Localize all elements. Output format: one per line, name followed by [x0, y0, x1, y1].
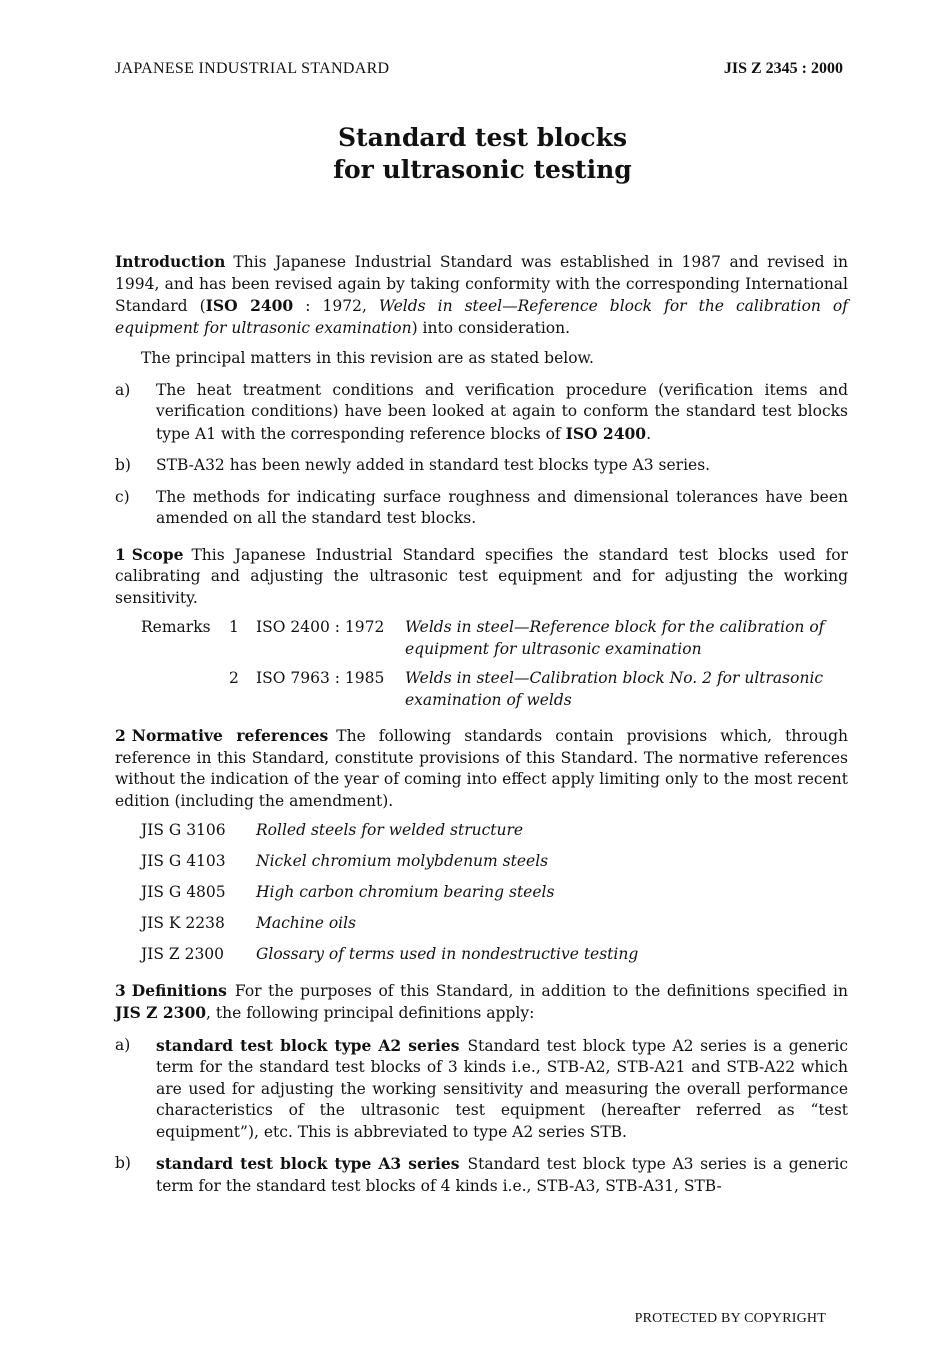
reference-code: JIS G 3106 [141, 821, 226, 839]
remark-code: ISO 2400 : 1972 [256, 618, 385, 636]
definitions-bold-ref: JIS Z 2300 [115, 1003, 207, 1022]
revision-item-label: a) [115, 380, 131, 399]
revision-item-label: c) [115, 487, 130, 506]
reference-code: JIS G 4805 [141, 883, 226, 901]
definition-item [115, 1035, 848, 1144]
definition-term: standard test block type A2 series [156, 1035, 460, 1055]
revision-item-tail: . [646, 424, 651, 443]
reference-code: JIS Z 2300 [141, 945, 225, 963]
introduction-text-b: : 1972, [293, 297, 379, 315]
introduction-paragraph [115, 251, 848, 339]
running-header-standard-number: JIS Z 2345 : 2000 [723, 60, 843, 77]
definitions-heading: Definitions [131, 980, 227, 1000]
reference-row [115, 882, 848, 904]
remarks-label: Remarks [141, 618, 211, 636]
reference-title: Rolled steels for welded structure [256, 821, 524, 839]
remark-title: Welds in steel—Reference block for the calibration of equipment for ultrasonic examination [405, 618, 825, 658]
copyright-footer: PROTECTED BY COPYRIGHT [634, 1311, 826, 1326]
title-line-2: for ultrasonic testing [333, 155, 632, 184]
definition-text: Standard test block type A3 series is a generic term for the standard test blocks of 4 kinds i.e., STB-A3, STB-A31, STB- [156, 1155, 848, 1195]
reference-code: JIS K 2238 [141, 914, 225, 932]
revision-item [115, 380, 848, 446]
normative-references-paragraph [115, 725, 848, 812]
normative-text: The following standards contain provisions which, through reference in this Standard, constitute provisions of this Standard. The normative references without the indication of the year of coming into effect apply limiting only to the most recent edition (including the amendment). [115, 727, 848, 810]
remark-row [115, 668, 848, 711]
definition-item [115, 1153, 848, 1197]
definition-term: standard test block type A3 series [156, 1154, 460, 1173]
remarks-block [115, 617, 848, 711]
reference-row [115, 913, 848, 935]
revision-item [115, 455, 848, 477]
definition-item-label: b) [115, 1154, 131, 1172]
reference-row [115, 851, 848, 873]
definitions-text-b: , the following principal definitions apply: [206, 1004, 535, 1022]
document-body [115, 251, 848, 1197]
revision-item-text: The heat treatment conditions and verification procedure (verification items and verification conditions) have been looked at again to conform the standard test blocks type A1 with the corresponding reference blocks of [156, 380, 848, 443]
introduction-text-a: This Japanese Industrial Standard was established in 1987 and revised in 1994, and has been revised again by taking conformity with the corresponding International Standard ( [115, 253, 848, 315]
scope-text: This Japanese Industrial Standard specifies the standard test blocks used for calibrating and adjusting the ultrasonic test equipment and for adjusting the working sensitivity. [115, 545, 848, 607]
revision-item-bold: ISO 2400 [565, 423, 647, 443]
definition-text: Standard test block type A2 series is a generic term for the standard test blocks of 3 kinds i.e., STB-A2, STB-A21 and STB-A22 which are used for adjusting the working sensitivity and measuring the overall performance characteristics of the ultrasonic test equipment (hereafter referred as “test equipment”), etc. This is abbreviated to type A2 series STB. [156, 1036, 848, 1141]
reference-row [115, 944, 848, 966]
definitions-paragraph [115, 980, 848, 1025]
reference-title: Nickel chromium molybdenum steels [256, 852, 549, 870]
remark-number: 2 [229, 669, 239, 687]
reference-row [115, 820, 848, 842]
title-line-1: Standard test blocks [337, 123, 628, 152]
definition-item-label: a) [115, 1035, 131, 1054]
remark-code: ISO 7963 : 1985 [256, 669, 385, 687]
document-title [0, 122, 950, 186]
reference-code: JIS G 4103 [141, 852, 226, 870]
revision-item-label: b) [115, 456, 131, 474]
scope-number: 1 [115, 544, 126, 564]
revision-item-text: STB-A32 has been newly added in standard test blocks type A3 series. [156, 456, 711, 474]
remark-row [115, 617, 848, 660]
running-header-left: JAPANESE INDUSTRIAL STANDARD [115, 60, 390, 77]
remark-title: Welds in steel—Calibration block No. 2 for ultrasonic examination of welds [405, 669, 824, 709]
reference-title: Machine oils [256, 914, 357, 932]
reference-list [115, 820, 848, 966]
introduction-iso-code: ISO 2400 [205, 296, 294, 315]
introduction-heading: Introduction [115, 252, 226, 271]
principal-matters-text: The principal matters in this revision are as stated below. [141, 349, 594, 367]
reference-title: High carbon chromium bearing steels [256, 883, 555, 901]
definitions-text-a: For the purposes of this Standard, in addition to the definitions specified in [234, 981, 848, 1000]
scope-heading: Scope [131, 544, 184, 564]
reference-title: Glossary of terms used in nondestructive testing [256, 945, 639, 963]
introduction-iso-title: Welds in steel—Reference block for the calibration of equipment for ultrasonic examination [115, 297, 849, 337]
remark-number: 1 [229, 618, 239, 636]
introduction-text-c: ) into consideration. [411, 318, 571, 337]
definitions-number: 3 [115, 980, 126, 1000]
revision-item [115, 487, 848, 530]
scope-paragraph [115, 544, 848, 610]
normative-heading: Normative references [131, 726, 329, 745]
normative-number: 2 [115, 726, 126, 745]
revision-item-text: The methods for indicating surface roughness and dimensional tolerances have been amended on all the standard test blocks. [156, 487, 848, 527]
